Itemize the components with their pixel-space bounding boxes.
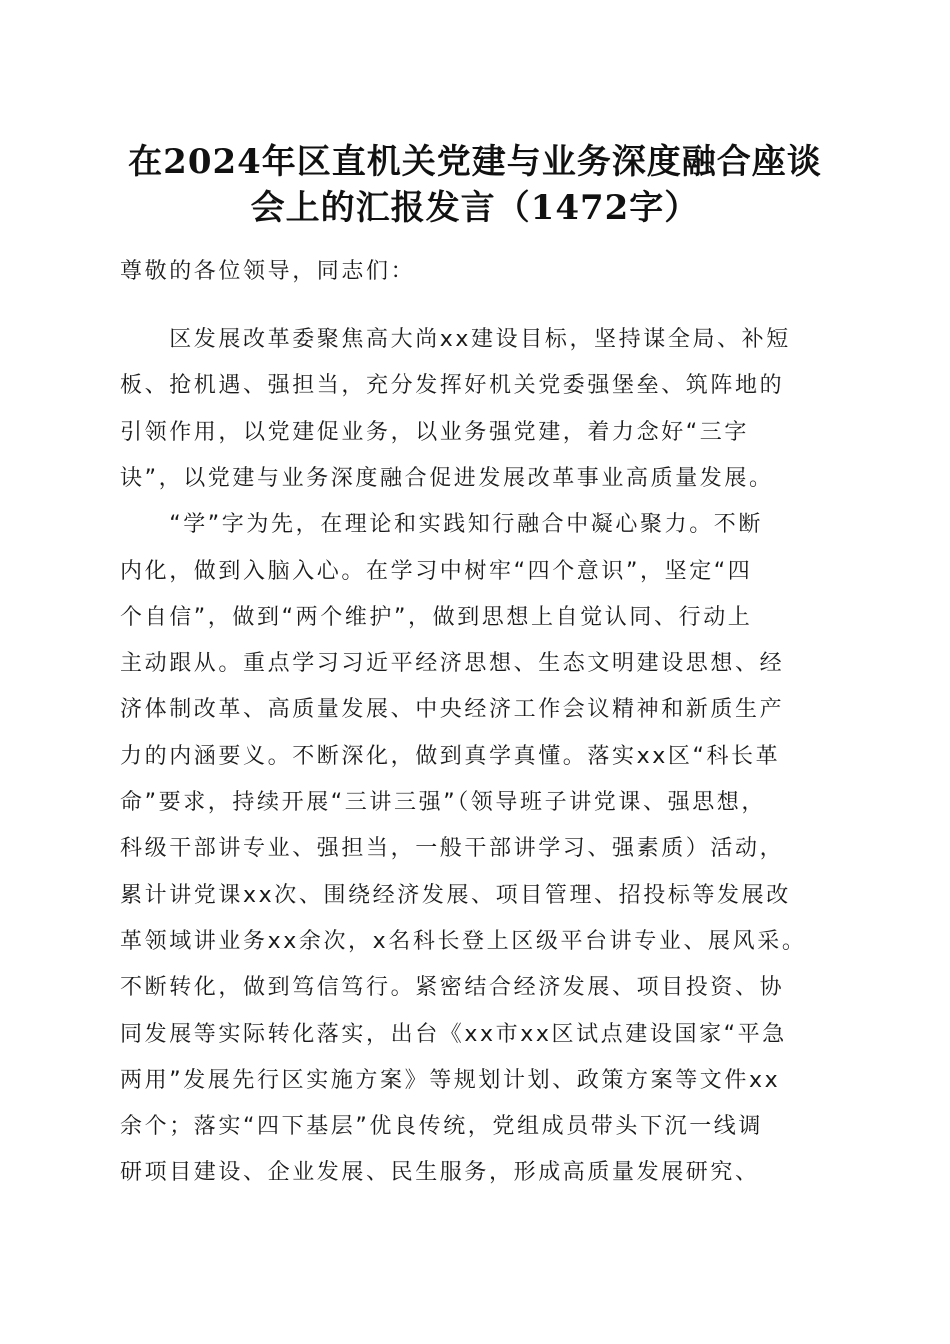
salutation: 尊敬的各位领导，同志们：	[120, 259, 416, 284]
body-line: 区发展改革委聚焦高大尚xx建设目标，坚持谋全局、补短	[120, 327, 791, 352]
document-title-line-1: 在2024年区直机关党建与业务深度融合座谈	[128, 142, 822, 182]
body-line: 两用”发展先行区实施方案》等规划计划、政策方案等文件xx	[120, 1067, 781, 1093]
body-line: 不断转化，做到笃信笃行。紧密结合经济发展、项目投资、协	[120, 975, 785, 1001]
body-line: 力的内涵要义。不断深化，做到真学真懂。落实xx区“科长革	[120, 743, 781, 769]
body-line: 科级干部讲专业、强担当，一般干部讲学习、强素质）活动，	[120, 836, 785, 862]
body-line: 同发展等实际转化落实，出台《xx市xx区试点建设国家“平急	[120, 1021, 787, 1047]
body-line: 研项目建设、企业发展、民生服务，形成高质量发展研究、	[120, 1160, 760, 1186]
body-line: 主动跟从。重点学习习近平经济思想、生态文明建设思想、经	[120, 651, 785, 677]
body-line: 板、抢机遇、强担当，充分发挥好机关党委强堡垒、筑阵地的	[120, 373, 785, 399]
body-line: 命”要求，持续开展“三讲三强”（领导班子讲党课、强思想，	[120, 790, 766, 815]
body-line: “学”字为先，在理论和实践知行融合中凝心聚力。不断	[120, 512, 763, 538]
document-title-line-2: 会上的汇报发言（1472字）	[250, 188, 700, 228]
body-line: 个自信”，做到“两个维护”，做到思想上自觉认同、行动上	[120, 604, 753, 630]
body-line: 革领域讲业务xx余次，x名科长登上区级平台讲专业、展风采。	[120, 928, 807, 954]
body-line: 引领作用，以党建促业务，以业务强党建，着力念好“三字	[120, 419, 749, 445]
body-line: 累计讲党课xx次、围绕经济发展、项目管理、招投标等发展改	[120, 882, 791, 908]
body-line: 余个；落实“四下基层”优良传统，党组成员带头下沉一线调	[120, 1114, 763, 1140]
body-line: 诀”，以党建与业务深度融合促进发展改革事业高质量发展。	[120, 465, 774, 491]
body-line: 济体制改革、高质量发展、中央经济工作会议精神和新质生产	[120, 697, 785, 723]
body-line: 内化，做到入脑入心。在学习中树牢“四个意识”，坚定“四	[120, 558, 753, 584]
